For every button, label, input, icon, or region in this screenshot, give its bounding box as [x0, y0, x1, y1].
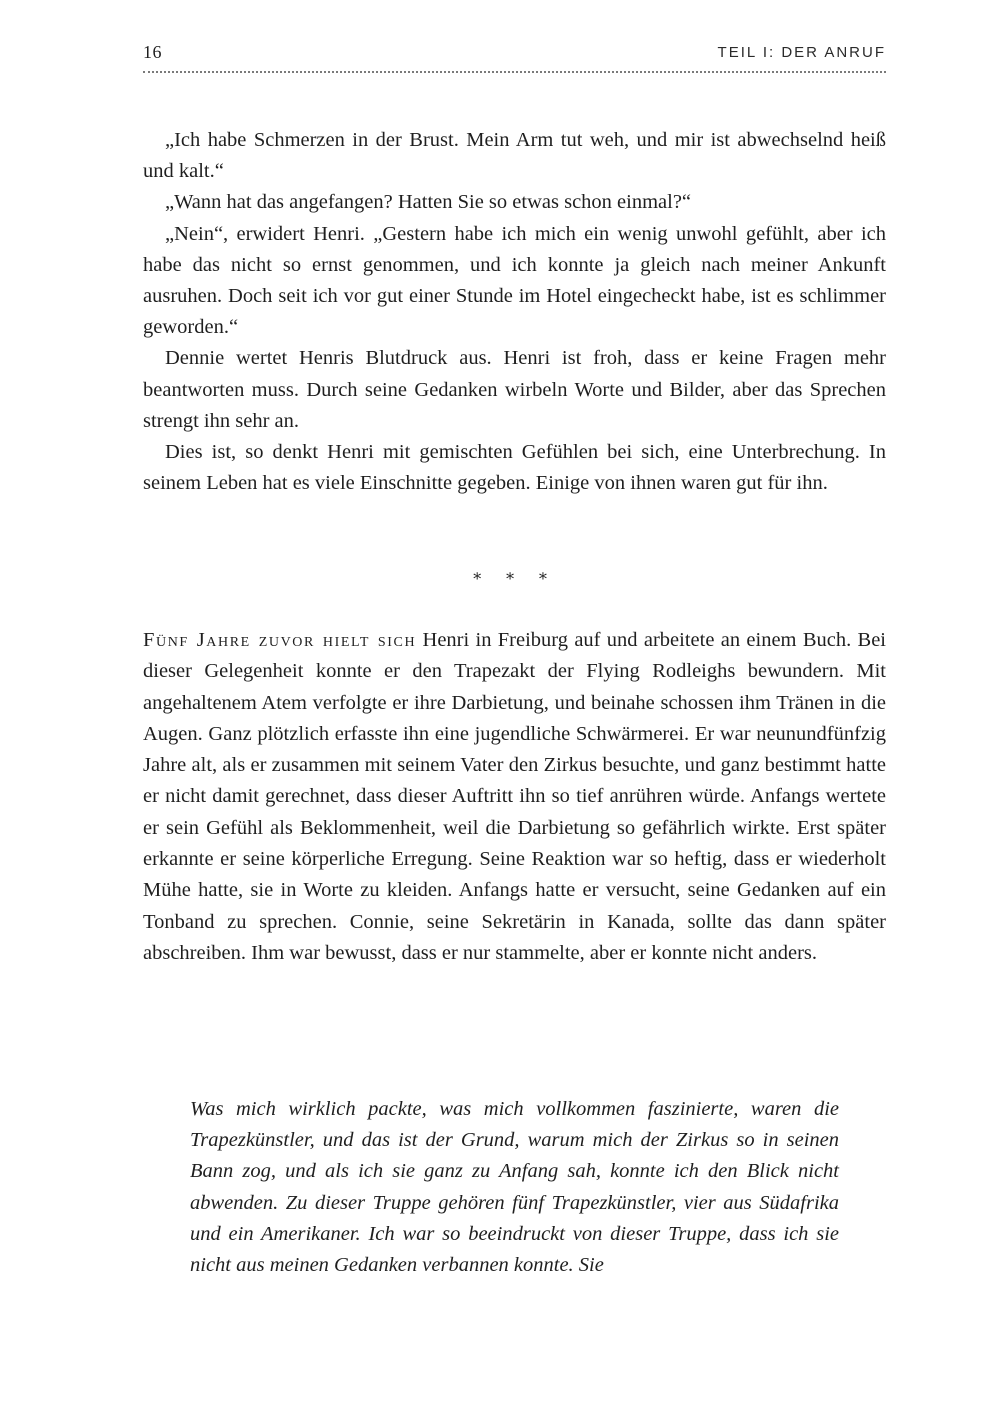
paragraph: „Ich habe Schmerzen in der Brust. Mein Arm tut weh, und mir ist abwechselnd heiß und kalt.“ — [143, 129, 886, 183]
block-quote — [190, 1094, 839, 1281]
paragraph: „Wann hat das angefangen? Hatten Sie so etwas schon einmal?“ — [165, 191, 692, 214]
section-lead-in: Fünf Jahre zuvor hielt sich — [143, 629, 417, 651]
section-paragraph — [143, 625, 886, 969]
paragraph: Dies ist, so denkt Henri mit gemischten Gefühlen bei sich, eine Unterbrechung. In seinem Leben hat es viele Einschnitte gegeben. Einige von ihnen waren gut für ihn. — [143, 441, 886, 495]
body-text — [143, 125, 886, 499]
quote-paragraph: Was mich wirklich packte, was mich vollkommen faszinierte, waren die Trapezkünstler, und das ist der Grund, warum mich der Zirkus so in seinen Bann zog, und als ich sie ganz zu Anfang sah, konnte ich den Blick nicht abwenden. Zu dieser Truppe gehören fünf Trapezkünstler, vier aus Südafrika und ein Amerikaner. Ich war so beeindruckt von dieser Truppe, dass ich sie nicht aus meinen Gedanken verbannen konnte. Sie — [190, 1098, 839, 1277]
scene-break-asterisks: ∗ ∗ ∗ — [471, 568, 558, 585]
page-number: 16 — [143, 42, 162, 62]
header-dotted-rule — [143, 71, 886, 73]
running-head: TEIL I: DER ANRUF — [717, 44, 886, 61]
section-body: Henri in Freiburg auf und arbeitete an einem Buch. Bei dieser Gelegenheit konnte er den Trapezakt der Flying Rodleighs bewundern. Mit angehaltenem Atem verfolgte er ihre Darbietung, und beinahe schossen ihm Tränen in die Augen. Ganz plötzlich erfasste ihn eine jugendliche Schwärmerei. Er war neunundfünfzig Jahre alt, als er zusammen mit seinem Vater den Zirkus besuchte, und ganz bestimmt hatte er nicht damit gerechnet, dass dieser Auftritt ihn so tief anrühren würde. Anfangs wertete er sein Gefühl als Beklommenheit, weil die Darbietung so gefährlich wirkte. Erst später erkannte er seine körperliche Erregung. Seine Reaktion war so heftig, dass er wiederholt Mühe hatte, sie in Worte zu kleiden. Anfangs hatte er versucht, seine Gedanken auf ein Tonband zu sprechen. Connie, seine Sekretärin in Kanada, sollte das dann später abschreiben. Ihm war bewusst, dass er nur stammelte, aber er konnte nicht anders. — [143, 629, 886, 964]
paragraph: „Nein“, erwidert Henri. „Gestern habe ich mich ein wenig unwohl gefühlt, aber ich habe das nicht so ernst genommen, und ich konnte ja gleich nach meiner Ankunft ausruhen. Doch seit ich vor gut einer Stunde im Hotel eingecheckt habe, ist es schlimmer geworden.“ — [143, 222, 886, 339]
paragraph: Dennie wertet Henris Blutdruck aus. Henri ist froh, dass er keine Fragen mehr beantworten muss. Durch seine Gedanken wirbeln Worte und Bilder, aber das Sprechen strengt ihn sehr an. — [143, 347, 886, 432]
page-header — [143, 42, 886, 76]
section-text — [143, 625, 886, 969]
